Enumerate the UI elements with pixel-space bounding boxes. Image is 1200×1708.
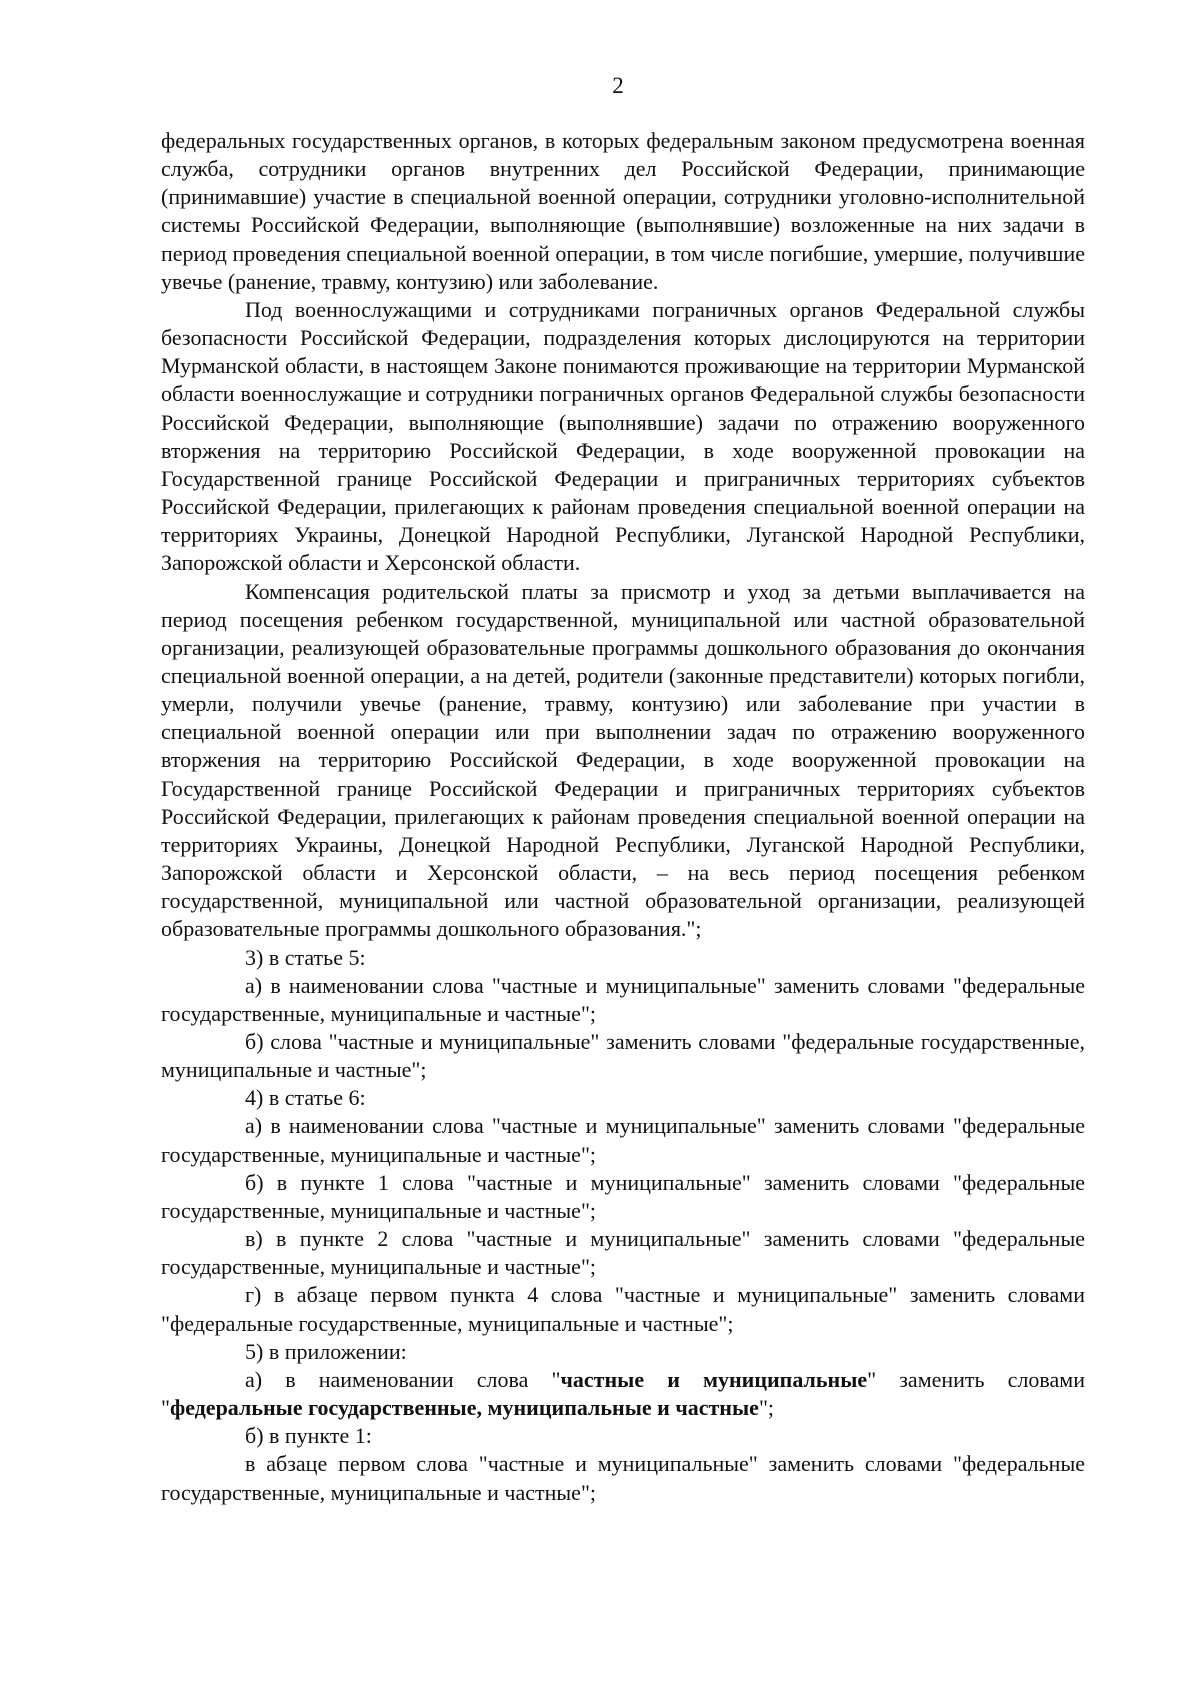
item-3a: а) в наименовании слова "частные и муниципальные" заменить словами "федеральные государственные, муниципальные и частные"; xyxy=(161,972,1085,1026)
document-body xyxy=(161,127,1085,1507)
item-4-heading: 4) в статье 6: xyxy=(245,1085,366,1111)
page-number: 2 xyxy=(612,73,624,98)
item-4a: а) в наименовании слова "частные и муниципальные" заменить словами "федеральные государственные, муниципальные и частные"; xyxy=(161,1113,1085,1167)
item-4b: б) в пункте 1 слова "частные и муниципальные" заменить словами "федеральные государственные, муниципальные и частные"; xyxy=(161,1169,1085,1223)
item-5a-old-words: частные и муниципальные xyxy=(560,1366,868,1392)
item-5a-suffix: "; xyxy=(758,1395,775,1421)
item-5-heading: 5) в приложении: xyxy=(245,1338,407,1364)
item-3-heading: 3) в статье 5: xyxy=(245,944,366,970)
item-5a-prefix: а) в наименовании слова " xyxy=(245,1366,561,1392)
item-4v: в) в пункте 2 слова "частные и муниципальные" заменить словами "федеральные государственные, муниципальные и частные"; xyxy=(161,1226,1085,1280)
item-4g: г) в абзаце первом пункта 4 слова "частные и муниципальные" заменить словами "федеральные государственные, муниципальные и частные"; xyxy=(161,1282,1085,1336)
item-5a xyxy=(161,1366,1085,1422)
item-5a-new-words: федеральные государственные, муниципальные и частные xyxy=(169,1395,759,1421)
item-5a-middle: " заменить словами " xyxy=(161,1366,1085,1421)
item-5b-heading: б) в пункте 1: xyxy=(245,1423,372,1449)
paragraph-border-service-definition: Под военнослужащими и сотрудниками пограничных органов Федеральной службы безопасности Российской Федерации, подразделения которых дислоцируются на территории Мурманской области, в настоящем Законе понимаются проживающие на территории Мурманской области военнослужащие и сотрудники пограничных органов Федеральной службы безопасности Российской Федерации, выполняющие (выполнявшие) задачи по отражению вооруженного вторжения на территорию Российской Федерации, в ходе вооруженной провокации на Государственной границе Российской Федерации и приграничных территориях субъектов Российской Федерации, прилегающих к районам проведения специальной военной операции на территориях Украины, Донецкой Народной Республики, Луганской Народной Республики, Запорожской области и Херсонской области. xyxy=(161,296,1085,576)
paragraph-definition-continued: федеральных государственных органов, в которых федеральным законом предусмотрена военная служба, сотрудники органов внутренних дел Российской Федерации, принимающие (принимавшие) участие в специальной военной операции, сотрудники уголовно-исполнительной системы Российской Федерации, выполняющие (выполнявшие) возложенные на них задачи в период проведения специальной военной операции, в том числе погибшие, умершие, получившие увечье (ранение, травму, контузию) или заболевание. xyxy=(161,128,1085,294)
item-3b: б) слова "частные и муниципальные" заменить словами "федеральные государственные, муниципальные и частные"; xyxy=(161,1029,1085,1083)
paragraph-compensation: Компенсация родительской платы за присмотр и уход за детьми выплачивается на период посещения ребенком государственной, муниципальной или частной образовательной организации, реализующей образовательные программы дошкольного образования до окончания специальной военной операции, а на детей, родители (законные представители) которых погибли, умерли, получили увечье (ранение, травму, контузию) или заболевание при участии в специальной военной операции или при выполнении задач по отражению вооруженного вторжения на территорию Российской Федерации, в ходе вооруженной провокации на Государственной границе Российской Федерации и приграничных территориях субъектов Российской Федерации, прилегающих к районам проведения специальной военной операции на территориях Украины, Донецкой Народной Республики, Луганской Народной Республики, Запорожской области и Херсонской области, – на весь период посещения ребенком государственной, муниципальной или частной образовательной организации, реализующей образовательные программы дошкольного образования."; xyxy=(161,578,1085,942)
item-5b-first-paragraph: в абзаце первом слова "частные и муниципальные" заменить словами "федеральные государственные, муниципальные и частные"; xyxy=(161,1451,1085,1505)
